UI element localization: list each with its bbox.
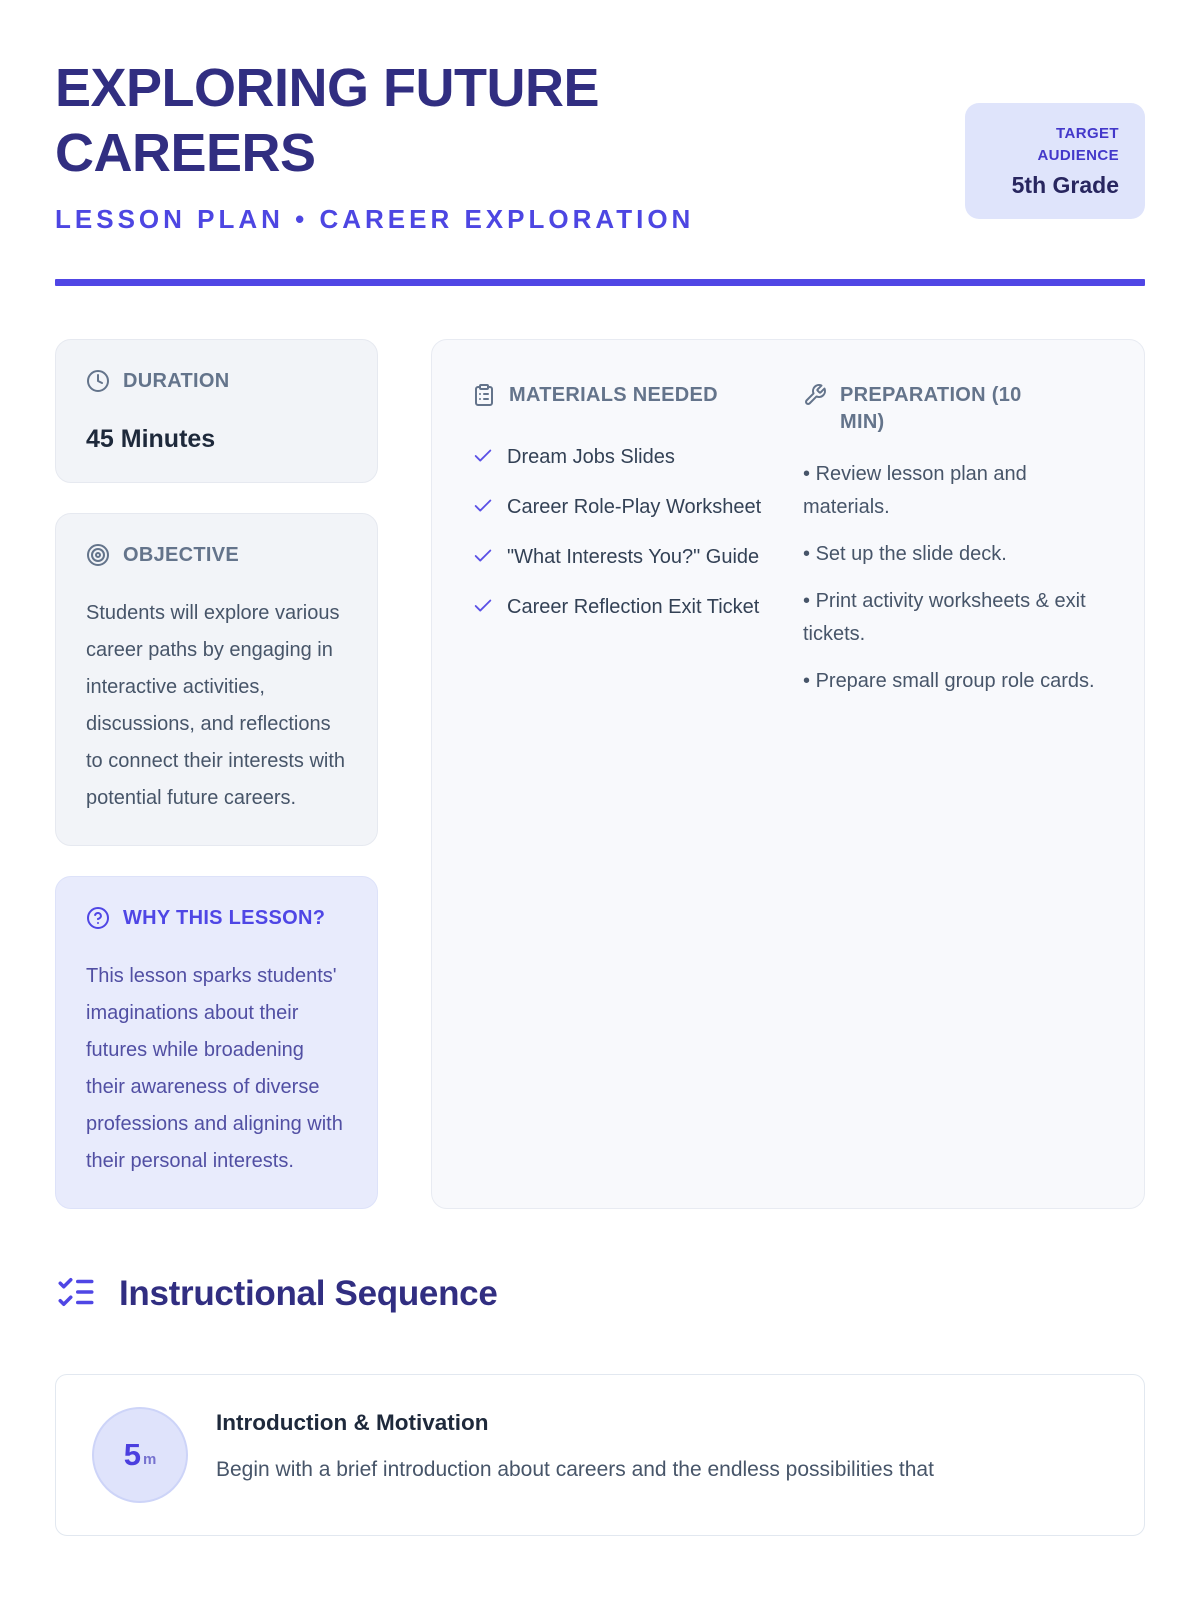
steps-list — [55, 1374, 1145, 1536]
preparation-list — [803, 458, 1104, 698]
target-audience-value: 5th Grade — [1011, 171, 1119, 198]
check-icon — [472, 541, 494, 577]
objective-text: Students will explore various career paths by engaging in interactive activities, discussions, and reflections to connect their interests with potential future careers. — [86, 601, 346, 809]
material-item-label: "What Interests You?" Guide — [507, 545, 760, 568]
preparation-item: • Prepare small group role cards. — [803, 665, 1104, 698]
step-title: Introduction & Motivation — [216, 1409, 489, 1435]
why-text: This lesson sparks students' imaginations about their futures while broadening their awareness of diverse professions and aligning with their personal interests. — [86, 964, 343, 1172]
material-item-label: Dream Jobs Slides — [507, 445, 675, 468]
divider — [55, 279, 1145, 286]
material-item — [472, 591, 773, 627]
duration-heading — [86, 368, 347, 401]
step-duration-value: 5 — [123, 1436, 141, 1472]
preparation-heading — [803, 382, 1104, 436]
materials-column — [472, 382, 773, 698]
clipboard-icon — [472, 382, 496, 415]
check-icon — [472, 491, 494, 527]
material-item — [472, 541, 773, 577]
check-icon — [472, 441, 494, 477]
objective-card — [55, 513, 378, 846]
material-item-label: Career Reflection Exit Ticket — [507, 595, 760, 618]
overview-section — [55, 339, 1145, 1209]
material-item — [472, 441, 773, 477]
target-audience-label: TARGET AUDIENCE — [1037, 125, 1119, 164]
preparation-item: • Set up the slide deck. — [803, 538, 1104, 571]
instructional-sequence-heading — [55, 1271, 1145, 1318]
preparation-item: • Review lesson plan and materials. — [803, 458, 1104, 524]
duration-value: 45 Minutes — [86, 424, 216, 453]
objective-heading-label: OBJECTIVE — [123, 543, 240, 566]
instructional-sequence-title: Instructional Sequence — [119, 1274, 498, 1314]
materials-list — [472, 441, 773, 627]
step-duration-unit: m — [142, 1451, 157, 1469]
material-item — [472, 491, 773, 527]
header — [55, 28, 1145, 235]
target-icon — [86, 542, 110, 575]
header-titles — [55, 28, 715, 235]
materials-heading-label: MATERIALS NEEDED — [509, 383, 718, 406]
step-duration-badge — [92, 1407, 188, 1503]
why-heading — [86, 905, 347, 938]
page-subtitle: LESSON PLAN • CAREER EXPLORATION — [55, 203, 695, 234]
list-checks-icon — [55, 1271, 97, 1318]
page-title: EXPLORING FUTURE CAREERS — [55, 58, 600, 183]
material-item-label: Career Role-Play Worksheet — [507, 495, 762, 518]
clock-icon — [86, 368, 110, 401]
help-circle-icon — [86, 905, 110, 938]
duration-heading-label: DURATION — [123, 369, 230, 392]
wrench-icon — [803, 382, 827, 415]
target-audience-badge — [965, 103, 1145, 219]
check-icon — [472, 591, 494, 627]
step-description: Begin with a brief introduction about careers and the endless possibilities that — [216, 1457, 934, 1481]
overview-left-column — [55, 339, 378, 1209]
why-this-lesson-card — [55, 876, 378, 1209]
step-card — [55, 1374, 1145, 1536]
why-heading-label: WHY THIS LESSON? — [123, 906, 326, 929]
step-content — [216, 1407, 934, 1487]
materials-preparation-card — [431, 339, 1145, 1209]
preparation-heading-label: PREPARATION (10 MIN) — [840, 383, 1022, 433]
preparation-item: • Print activity worksheets & exit tickets. — [803, 585, 1104, 651]
preparation-column — [803, 382, 1104, 698]
duration-card — [55, 339, 378, 483]
materials-heading — [472, 382, 773, 415]
objective-heading — [86, 542, 347, 575]
